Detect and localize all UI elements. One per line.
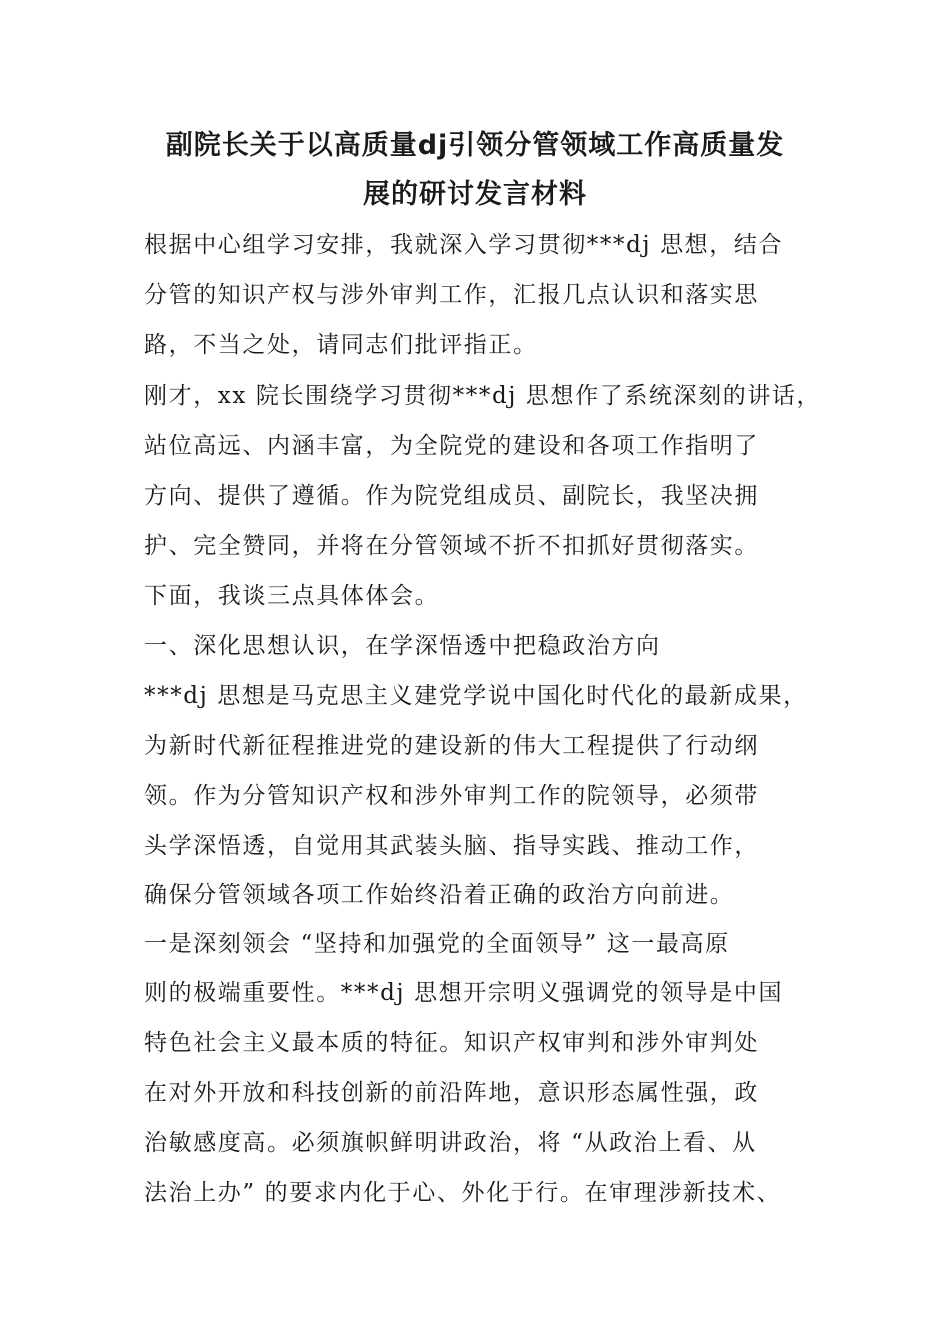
body-line: 路，不当之处，请同志们批评指正。: [144, 332, 538, 358]
body-line: 治敏感度高。必须旗帜鲜明讲政治，将 “从政治上看、从: [144, 1130, 757, 1156]
document-title-line-1: 副院长关于以高质量dj引领分管领域工作高质量发: [165, 130, 785, 161]
body-line: 根据中心组学习安排，我就深入学习贯彻***dj 思想，结合: [144, 232, 784, 258]
body-line: ***dj 思想是马克思主义建党学说中国化时代化的最新成果，: [144, 683, 808, 709]
body-line: 方向、提供了遵循。作为院党组成员、副院长，我坚决拥: [144, 483, 759, 509]
body-line: 则的极端重要性。***dj 思想开宗明义强调党的领导是中国: [144, 980, 784, 1006]
body-line: 一是深刻领会 “坚持和加强党的全面领导” 这一最高原: [144, 931, 730, 957]
body-line: 护、完全赞同，并将在分管领域不折不扣抓好贯彻落实。: [144, 533, 759, 559]
body-line: 领。作为分管知识产权和涉外审判工作的院领导，必须带: [144, 783, 759, 809]
section-heading: 一、深化思想认识，在学深悟透中把稳政治方向: [144, 633, 661, 659]
body-line: 在对外开放和科技创新的前沿阵地，意识形态属性强，政: [144, 1080, 759, 1106]
body-line: 特色社会主义最本质的特征。知识产权审判和涉外审判处: [144, 1030, 759, 1056]
body-line: 头学深悟透，自觉用其武装头脑、指导实践、推动工作，: [144, 833, 759, 859]
body-line: 法治上办” 的要求内化于心、外化于行。在审理涉新技术、: [144, 1180, 782, 1206]
body-line: 为新时代新征程推进党的建设新的伟大工程提供了行动纲: [144, 733, 759, 759]
body-line: 分管的知识产权与涉外审判工作，汇报几点认识和落实思: [144, 282, 759, 308]
body-line: 刚才，xx 院长围绕学习贯彻***dj 思想作了系统深刻的讲话，: [144, 383, 822, 409]
body-line: 下面，我谈三点具体体会。: [144, 583, 440, 609]
document-title-line-2: 展的研讨发言材料: [363, 179, 587, 210]
body-line: 站位高远、内涵丰富，为全院党的建设和各项工作指明了: [144, 433, 759, 459]
body-line: 确保分管领域各项工作始终沿着正确的政治方向前进。: [144, 882, 735, 908]
